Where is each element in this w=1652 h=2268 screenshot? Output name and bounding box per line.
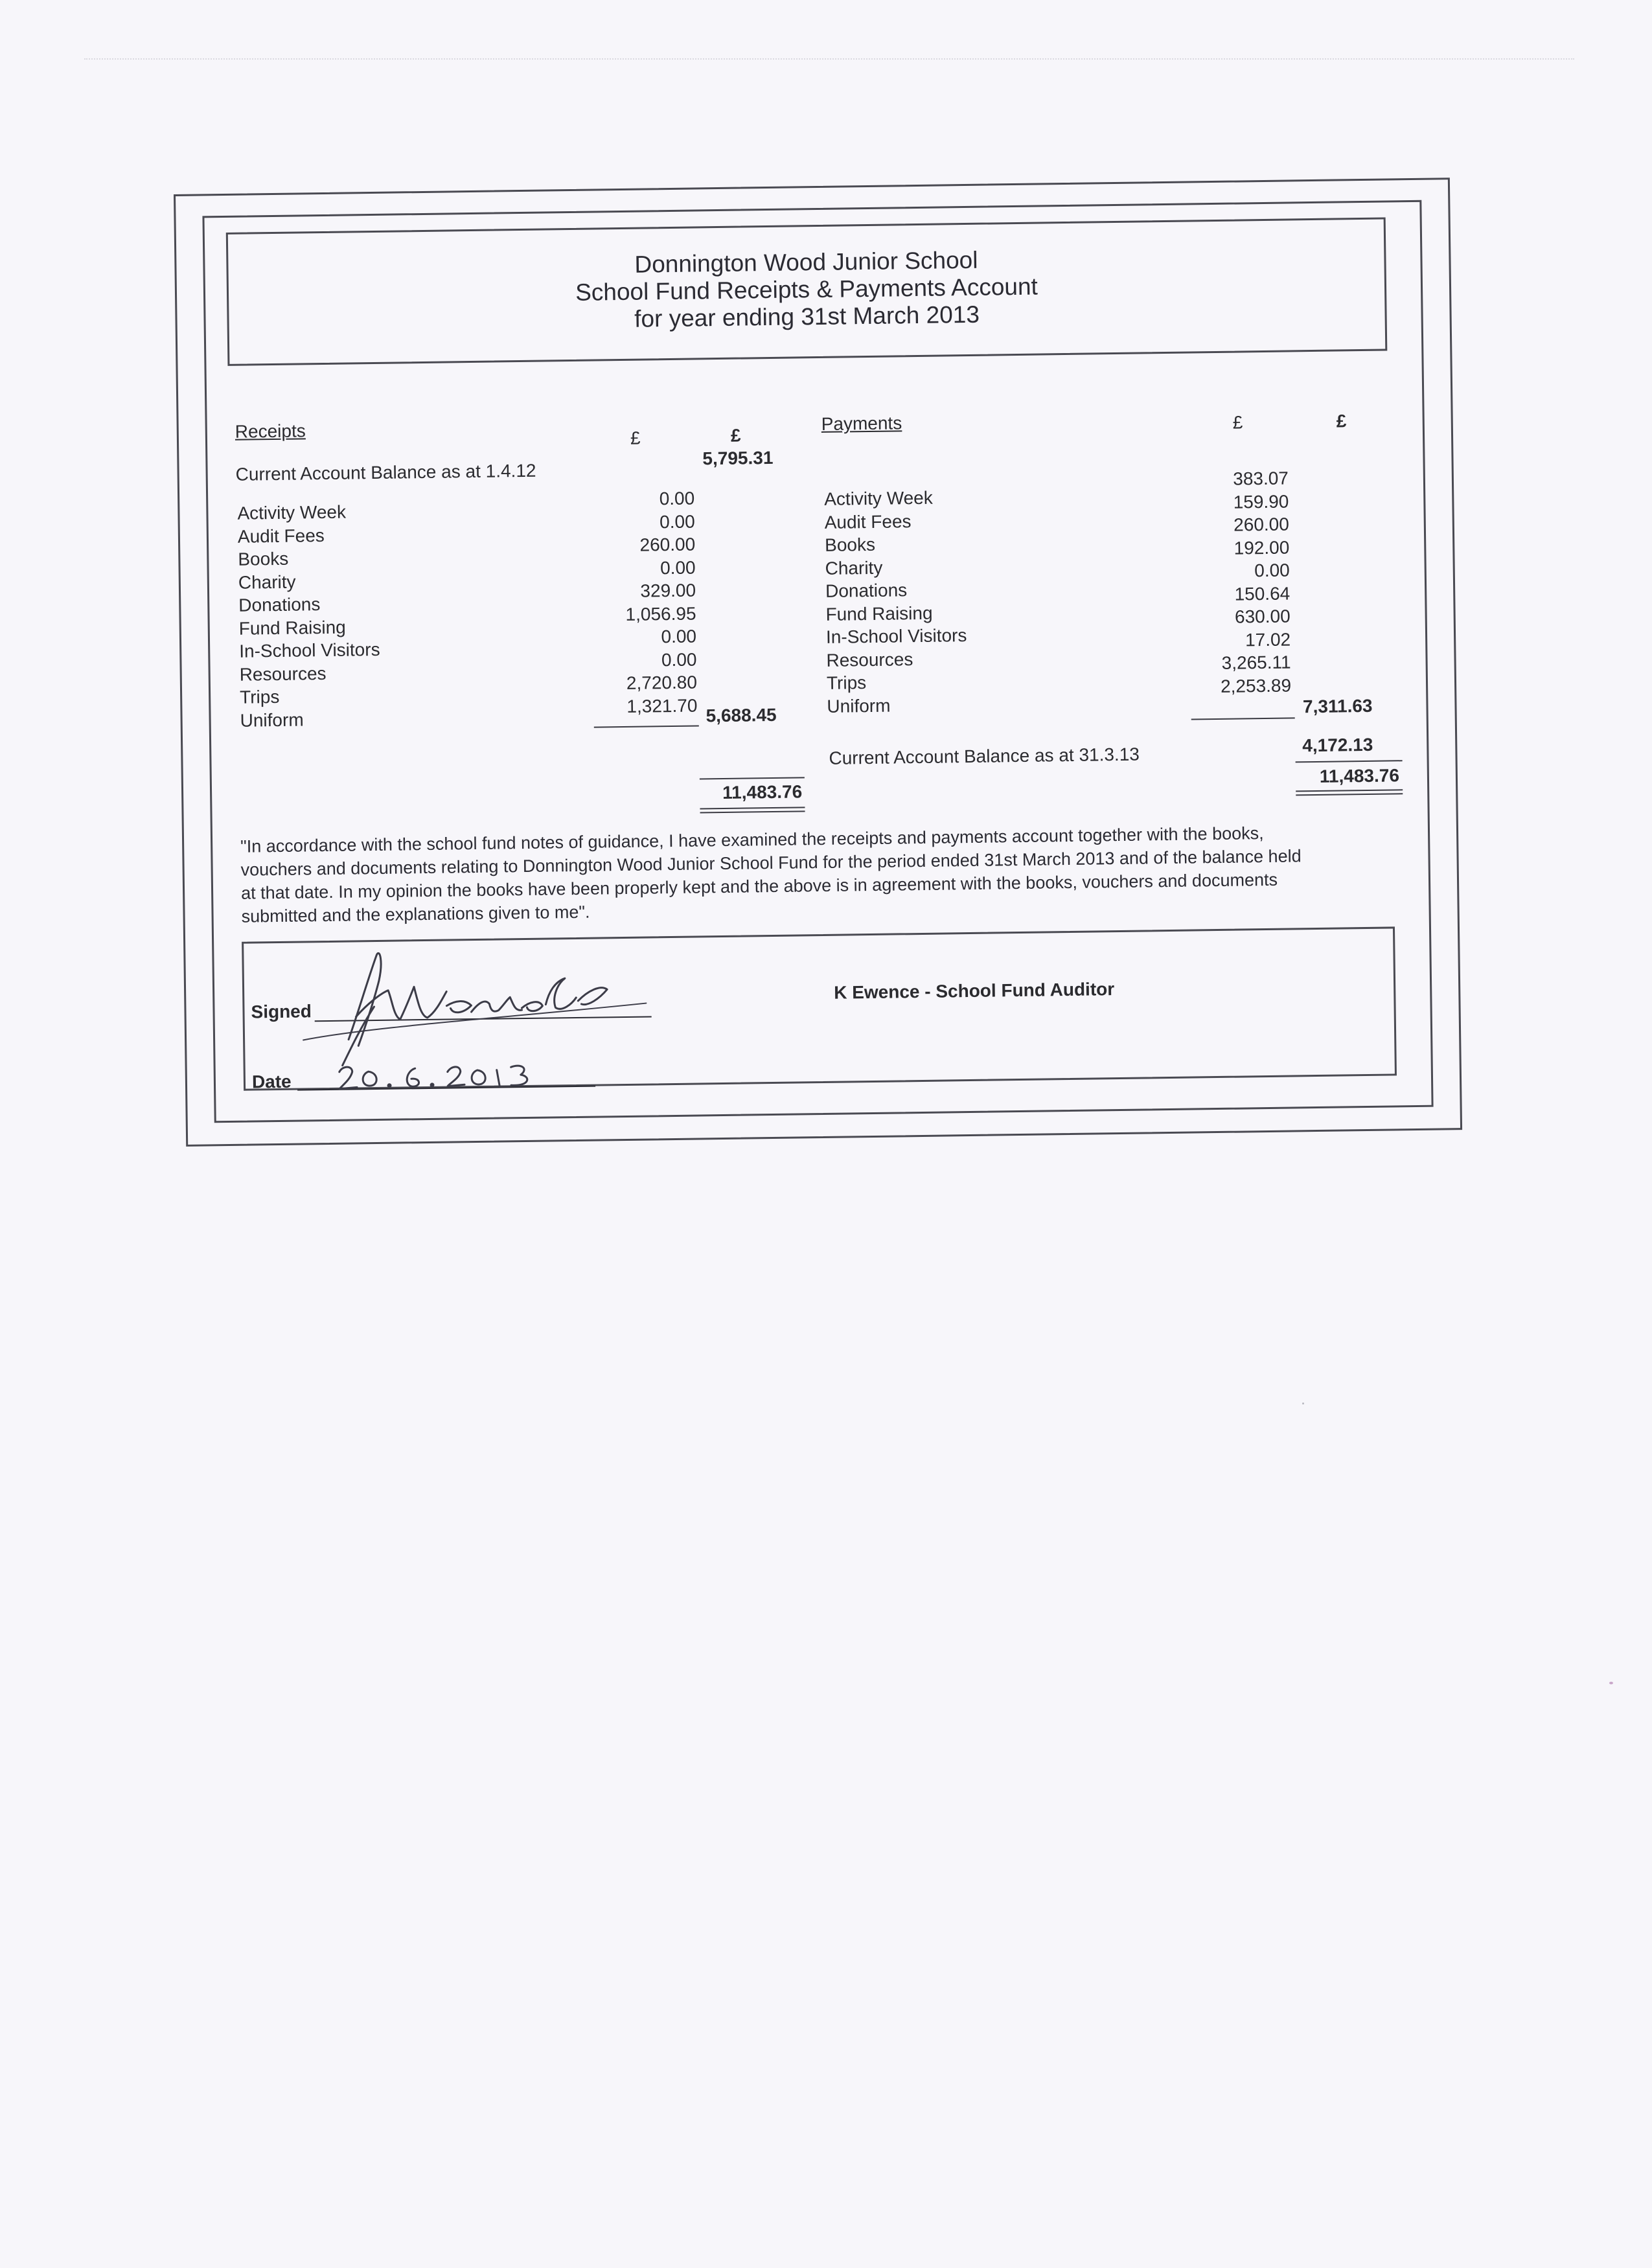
payment-item-label: Activity Week [824,487,933,509]
auditor-statement: "In accordance with the school fund notes of guidance, I have examined the receipts and payments account together with the books, vouchers and documents relating to Donnington Wood Junior School Fund for the period ended 31st March 2013 and of the balance held at that date. In my opinion the books have been properly kept and the above is in agreement with the books, vouchers and documents submitted and the explanations given to me". [240,823,1302,926]
opening-balance-label: Current Account Balance as at 1.4.12 [235,460,536,485]
receipt-item-value: 260.00 [639,534,696,555]
receipts-currency-col1: £ [630,428,641,448]
title-box [226,218,1388,366]
scan-edge-line [84,58,1574,60]
payment-item-label: Resources [826,648,913,670]
receipt-item-value: 0.00 [660,557,696,578]
payment-item-value: 3,265.11 [1221,652,1291,673]
receipt-item-value: 0.00 [661,626,697,647]
receipt-item-value: 0.00 [661,648,697,670]
receipt-item-label: Trips [239,686,280,707]
opening-balance-value: 5,795.31 [702,447,774,469]
receipt-item-label: Fund Raising [238,617,346,639]
payment-item-label: Audit Fees [824,510,912,533]
auditor-name: K Ewence - School Fund Auditor [834,979,1115,1003]
scan-speck-2 [1302,1403,1304,1404]
payment-item-label: Donations [825,580,908,601]
payments-currency-col1: £ [1232,412,1243,433]
receipt-item-value: 2,720.80 [626,672,698,693]
receipt-item-label: Charity [238,571,296,593]
receipt-item-label: Audit Fees [237,525,325,547]
payment-item-label: Uniform [827,695,891,716]
payment-item-value: 260.00 [1233,514,1290,535]
date-label: Date [251,1071,292,1092]
payment-item-value: 17.02 [1245,628,1291,650]
account-name: School Fund Receipts & Payments Account [575,273,1038,306]
payment-item-value: 150.64 [1234,582,1291,604]
payment-item-value: 0.00 [1254,560,1290,581]
receipts-subtotal: 5,688.45 [706,704,777,726]
receipts-grand-total: 11,483.76 [722,781,803,803]
signed-line [315,1016,652,1022]
payments-grand-total: 11,483.76 [1319,765,1400,786]
receipt-item-value: 1,321.70 [626,694,698,716]
payment-item-label: Trips [826,672,867,693]
receipt-item-value: 0.00 [659,488,695,509]
period-line: for year ending 31st March 2013 [634,301,980,332]
receipt-item-value: 0.00 [659,511,695,532]
payment-item-value: 630.00 [1234,606,1291,627]
receipt-item-label: Donations [238,594,321,615]
payments-currency-col2: £ [1336,411,1347,431]
receipt-item-label: Books [238,548,289,569]
payment-item-value: 192.00 [1233,537,1290,558]
receipts-currency-col2: £ [730,425,741,446]
payment-item-value: 159.90 [1233,491,1289,512]
receipt-item-value: 1,056.95 [625,602,696,624]
payments-heading: Payments [821,413,902,434]
receipt-item-label: In-School Visitors [239,639,380,661]
signed-label: Signed [251,1001,312,1022]
signature-box [242,926,1397,1090]
receipt-item-label: Resources [239,663,327,685]
school-name: Donnington Wood Junior School [634,246,978,278]
receipts-heading: Receipts [235,420,306,442]
receipt-item-value: 329.00 [640,580,696,601]
receipt-item-label: Activity Week [237,501,347,523]
payment-item-label: Books [824,534,876,555]
closing-balance-value: 4,172.13 [1302,734,1373,756]
payment-item-value: 383.07 [1233,468,1289,489]
account-sheet [174,178,1462,1147]
payment-item-label: In-School Visitors [825,625,967,647]
payment-item-label: Fund Raising [825,602,933,624]
payment-item-label: Charity [825,557,883,578]
payments-subtotal: 7,311.63 [1302,695,1373,717]
closing-balance-label: Current Account Balance as at 31.3.13 [829,744,1140,768]
payment-item-value: 2,253.89 [1220,674,1292,696]
scan-speck-1 [1609,1682,1613,1684]
receipt-item-label: Uniform [240,709,304,731]
